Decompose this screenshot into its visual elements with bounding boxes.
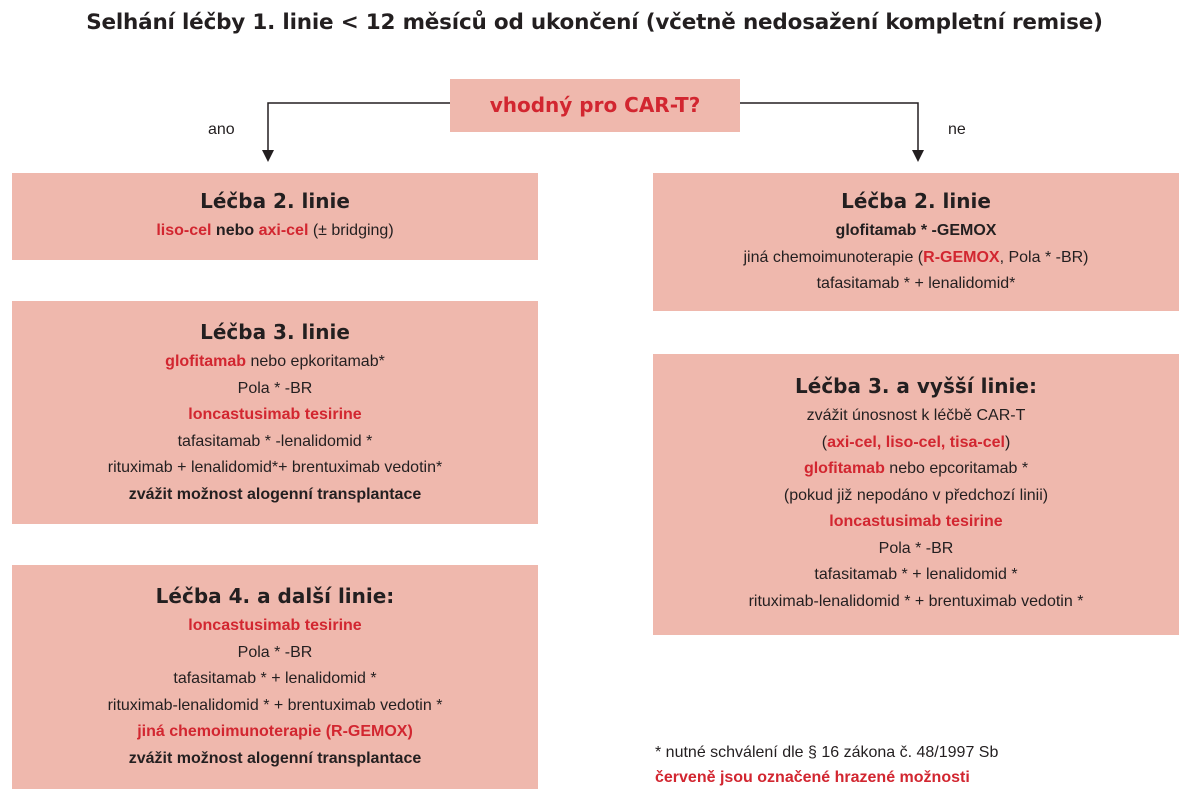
list-item: glofitamab nebo epcoritamab * <box>803 460 1029 477</box>
yes-label: ano <box>208 121 235 138</box>
list-item: zvážit možnost alogenní transplantace <box>128 485 422 503</box>
list-item: zvážit únosnost k léčbě CAR-T <box>806 407 1026 424</box>
list-item: tafasitamab * + lenalidomid* <box>816 275 1016 292</box>
list-item: Pola * -BR <box>237 379 313 397</box>
list-item: glofitamab * -GEMOX <box>835 222 997 239</box>
list-item: Pola * -BR <box>237 643 313 661</box>
list-item: rituximab-lenalidomid * + brentuximab vedotin * <box>748 592 1084 610</box>
decision-question: vhodný pro CAR-T? <box>450 79 740 132</box>
right-box-line3 <box>653 354 1179 635</box>
list-item: tafasitamab * -lenalidomid * <box>177 432 373 450</box>
list-item: loncastusimab tesirine <box>188 406 362 423</box>
left-box-line2-heading: Léčba 2. linie <box>200 189 350 213</box>
list-item: loncastusimab tesirine <box>188 617 362 634</box>
list-item: rituximab-lenalidomid * + brentuximab vedotin * <box>107 696 443 714</box>
list-item: glofitamab nebo epkoritamab* <box>165 353 385 370</box>
list-item: (axi-cel, liso-cel, tisa-cel) <box>821 433 1011 451</box>
footnotes <box>655 740 998 790</box>
list-item: zvážit možnost alogenní transplantace <box>128 749 422 767</box>
list-item: (pokud již nepodáno v předchozí linii) <box>783 486 1049 504</box>
arrow-yes <box>268 103 450 158</box>
arrow-no <box>740 103 918 158</box>
right-box-line3-heading: Léčba 3. a vyšší linie: <box>795 374 1037 398</box>
footnote-approval: * nutné schválení dle § 16 zákona č. 48/1997 Sb <box>655 744 999 761</box>
list-item: rituximab + lenalidomid*+ brentuximab vedotin* <box>107 459 443 476</box>
arrow-yes-head <box>262 150 274 162</box>
diagram-title: Selhání léčby 1. linie < 12 měsíců od ukončení (včetně nedosažení kompletní remise) <box>86 10 1103 35</box>
list-item: loncastusimab tesirine <box>829 513 1003 530</box>
no-label: ne <box>948 121 966 138</box>
list-item: jiná chemoimunoterapie (R-GEMOX, Pola * -BR) <box>743 248 1089 266</box>
left-box-line2-text: liso-cel nebo axi-cel (± bridging) <box>156 222 394 239</box>
left-box-line3 <box>12 301 538 524</box>
list-item: tafasitamab * + lenalidomid * <box>814 566 1018 583</box>
left-box-line3-heading: Léčba 3. linie <box>200 320 350 344</box>
right-box-line2-heading: Léčba 2. linie <box>841 189 991 213</box>
right-box-line2 <box>653 173 1179 311</box>
left-box-line4-heading: Léčba 4. a další linie: <box>155 584 395 608</box>
left-box-line2 <box>12 173 538 260</box>
list-item: jiná chemoimunoterapie (R-GEMOX) <box>137 723 413 740</box>
list-item: Pola * -BR <box>878 539 954 557</box>
list-item: tafasitamab * + lenalidomid * <box>173 670 377 687</box>
left-box-line4 <box>12 565 538 789</box>
footnote-legend: červeně jsou označené hrazené možnosti <box>655 769 970 786</box>
arrow-no-head <box>912 150 924 162</box>
